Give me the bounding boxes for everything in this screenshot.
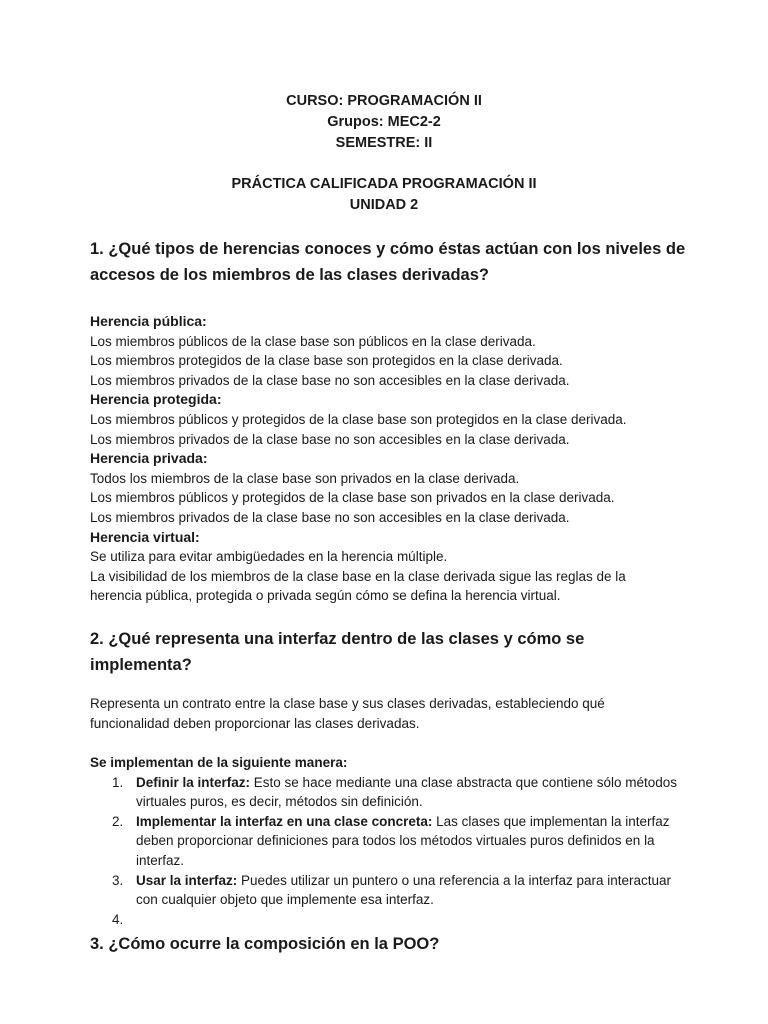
interface-description-line-2: funcionalidad deben proporcionar las clases derivadas. bbox=[90, 715, 420, 731]
implementation-title: Se implementan de la siguiente manera: bbox=[90, 755, 348, 771]
list-item bbox=[90, 871, 690, 910]
list-number: 1. bbox=[112, 774, 124, 790]
section-title: Herencia pública: bbox=[90, 313, 207, 329]
step-text: Puedes utilizar un puntero o una referencia a la interfaz para interactuar con cualquier objeto que implemente esa interfaz. bbox=[136, 872, 672, 908]
question-3-heading: 3. ¿Cómo ocurre la composición en la POO? bbox=[90, 935, 440, 954]
question-2-heading: 2. ¿Qué representa una interfaz dentro de las clases y cómo se implementa? bbox=[90, 629, 585, 674]
document-body bbox=[90, 236, 690, 957]
document-header bbox=[0, 91, 768, 216]
step-text: Las clases que implementan la interfaz deben proporcionar definiciones para todos los métodos virtuales puros definidos en la interfaz. bbox=[136, 813, 670, 869]
body-line: Los miembros públicos y protegidos de la clase base son privados en la clase derivada. bbox=[90, 490, 615, 506]
list-number: 2. bbox=[112, 813, 124, 829]
unit-title: UNIDAD 2 bbox=[349, 197, 419, 213]
list-item bbox=[90, 910, 690, 930]
inheritance-virtual bbox=[90, 528, 690, 606]
body-line: Los miembros públicos de la clase base son públicos en la clase derivada. bbox=[90, 333, 536, 349]
section-title: Herencia protegida: bbox=[90, 391, 222, 408]
step-term: Implementar la interfaz en una clase concreta: bbox=[136, 813, 433, 829]
body-line: Los miembros privados de la clase base no son accesibles en la clase derivada. bbox=[90, 509, 570, 525]
list-item bbox=[90, 773, 690, 812]
list-number: 4. bbox=[112, 911, 124, 927]
course-title: CURSO: PROGRAMACIÓN II bbox=[286, 93, 482, 109]
body-line: Los miembros públicos y protegidos de la clase base son protegidos en la clase derivada. bbox=[90, 411, 627, 427]
semester-line: SEMESTRE: II bbox=[335, 135, 433, 151]
body-line: Se utiliza para evitar ambigüedades en la herencia múltiple. bbox=[90, 549, 448, 565]
section-title: Herencia virtual: bbox=[90, 528, 200, 545]
body-line: herencia pública, protegida o privada según cómo se defina la herencia virtual. bbox=[90, 588, 561, 604]
step-term: Definir la interfaz: bbox=[136, 774, 251, 790]
inheritance-protected bbox=[90, 390, 690, 449]
implementation-steps bbox=[90, 773, 690, 930]
interface-description-line-1: Representa un contrato entre la clase base y sus clases derivadas, estableciendo qué bbox=[90, 695, 605, 711]
section-title: Herencia privada: bbox=[90, 450, 208, 467]
body-line: Los miembros privados de la clase base no son accesibles en la clase derivada. bbox=[90, 431, 570, 447]
inheritance-private bbox=[90, 449, 690, 527]
question-1-heading bbox=[90, 236, 690, 288]
body-line: Los miembros protegidos de la clase base son protegidos en la clase derivada. bbox=[90, 353, 563, 369]
inheritance-public bbox=[90, 312, 690, 390]
question-1-line-2: accesos de los miembros de las clases derivadas? bbox=[90, 266, 489, 284]
step-term: Usar la interfaz: bbox=[136, 872, 238, 888]
step-text: Esto se hace mediante una clase abstracta que contiene sólo métodos virtuales puros, es decir, métodos sin definición. bbox=[136, 774, 678, 810]
groups-line: Grupos: MEC2-2 bbox=[327, 114, 441, 130]
practice-title: PRÁCTICA CALIFICADA PROGRAMACIÓN II bbox=[231, 176, 537, 192]
list-item bbox=[90, 812, 690, 871]
list-number: 3. bbox=[112, 872, 124, 888]
question-1-line-1: 1. ¿Qué tipos de herencias conoces y cómo éstas actúan con los niveles de bbox=[90, 240, 686, 258]
body-line: La visibilidad de los miembros de la clase base en la clase derivada sigue las reglas de la bbox=[90, 568, 626, 584]
body-line: Los miembros privados de la clase base no son accesibles en la clase derivada. bbox=[90, 372, 570, 388]
body-line: Todos los miembros de la clase base son privados en la clase derivada. bbox=[90, 470, 520, 486]
